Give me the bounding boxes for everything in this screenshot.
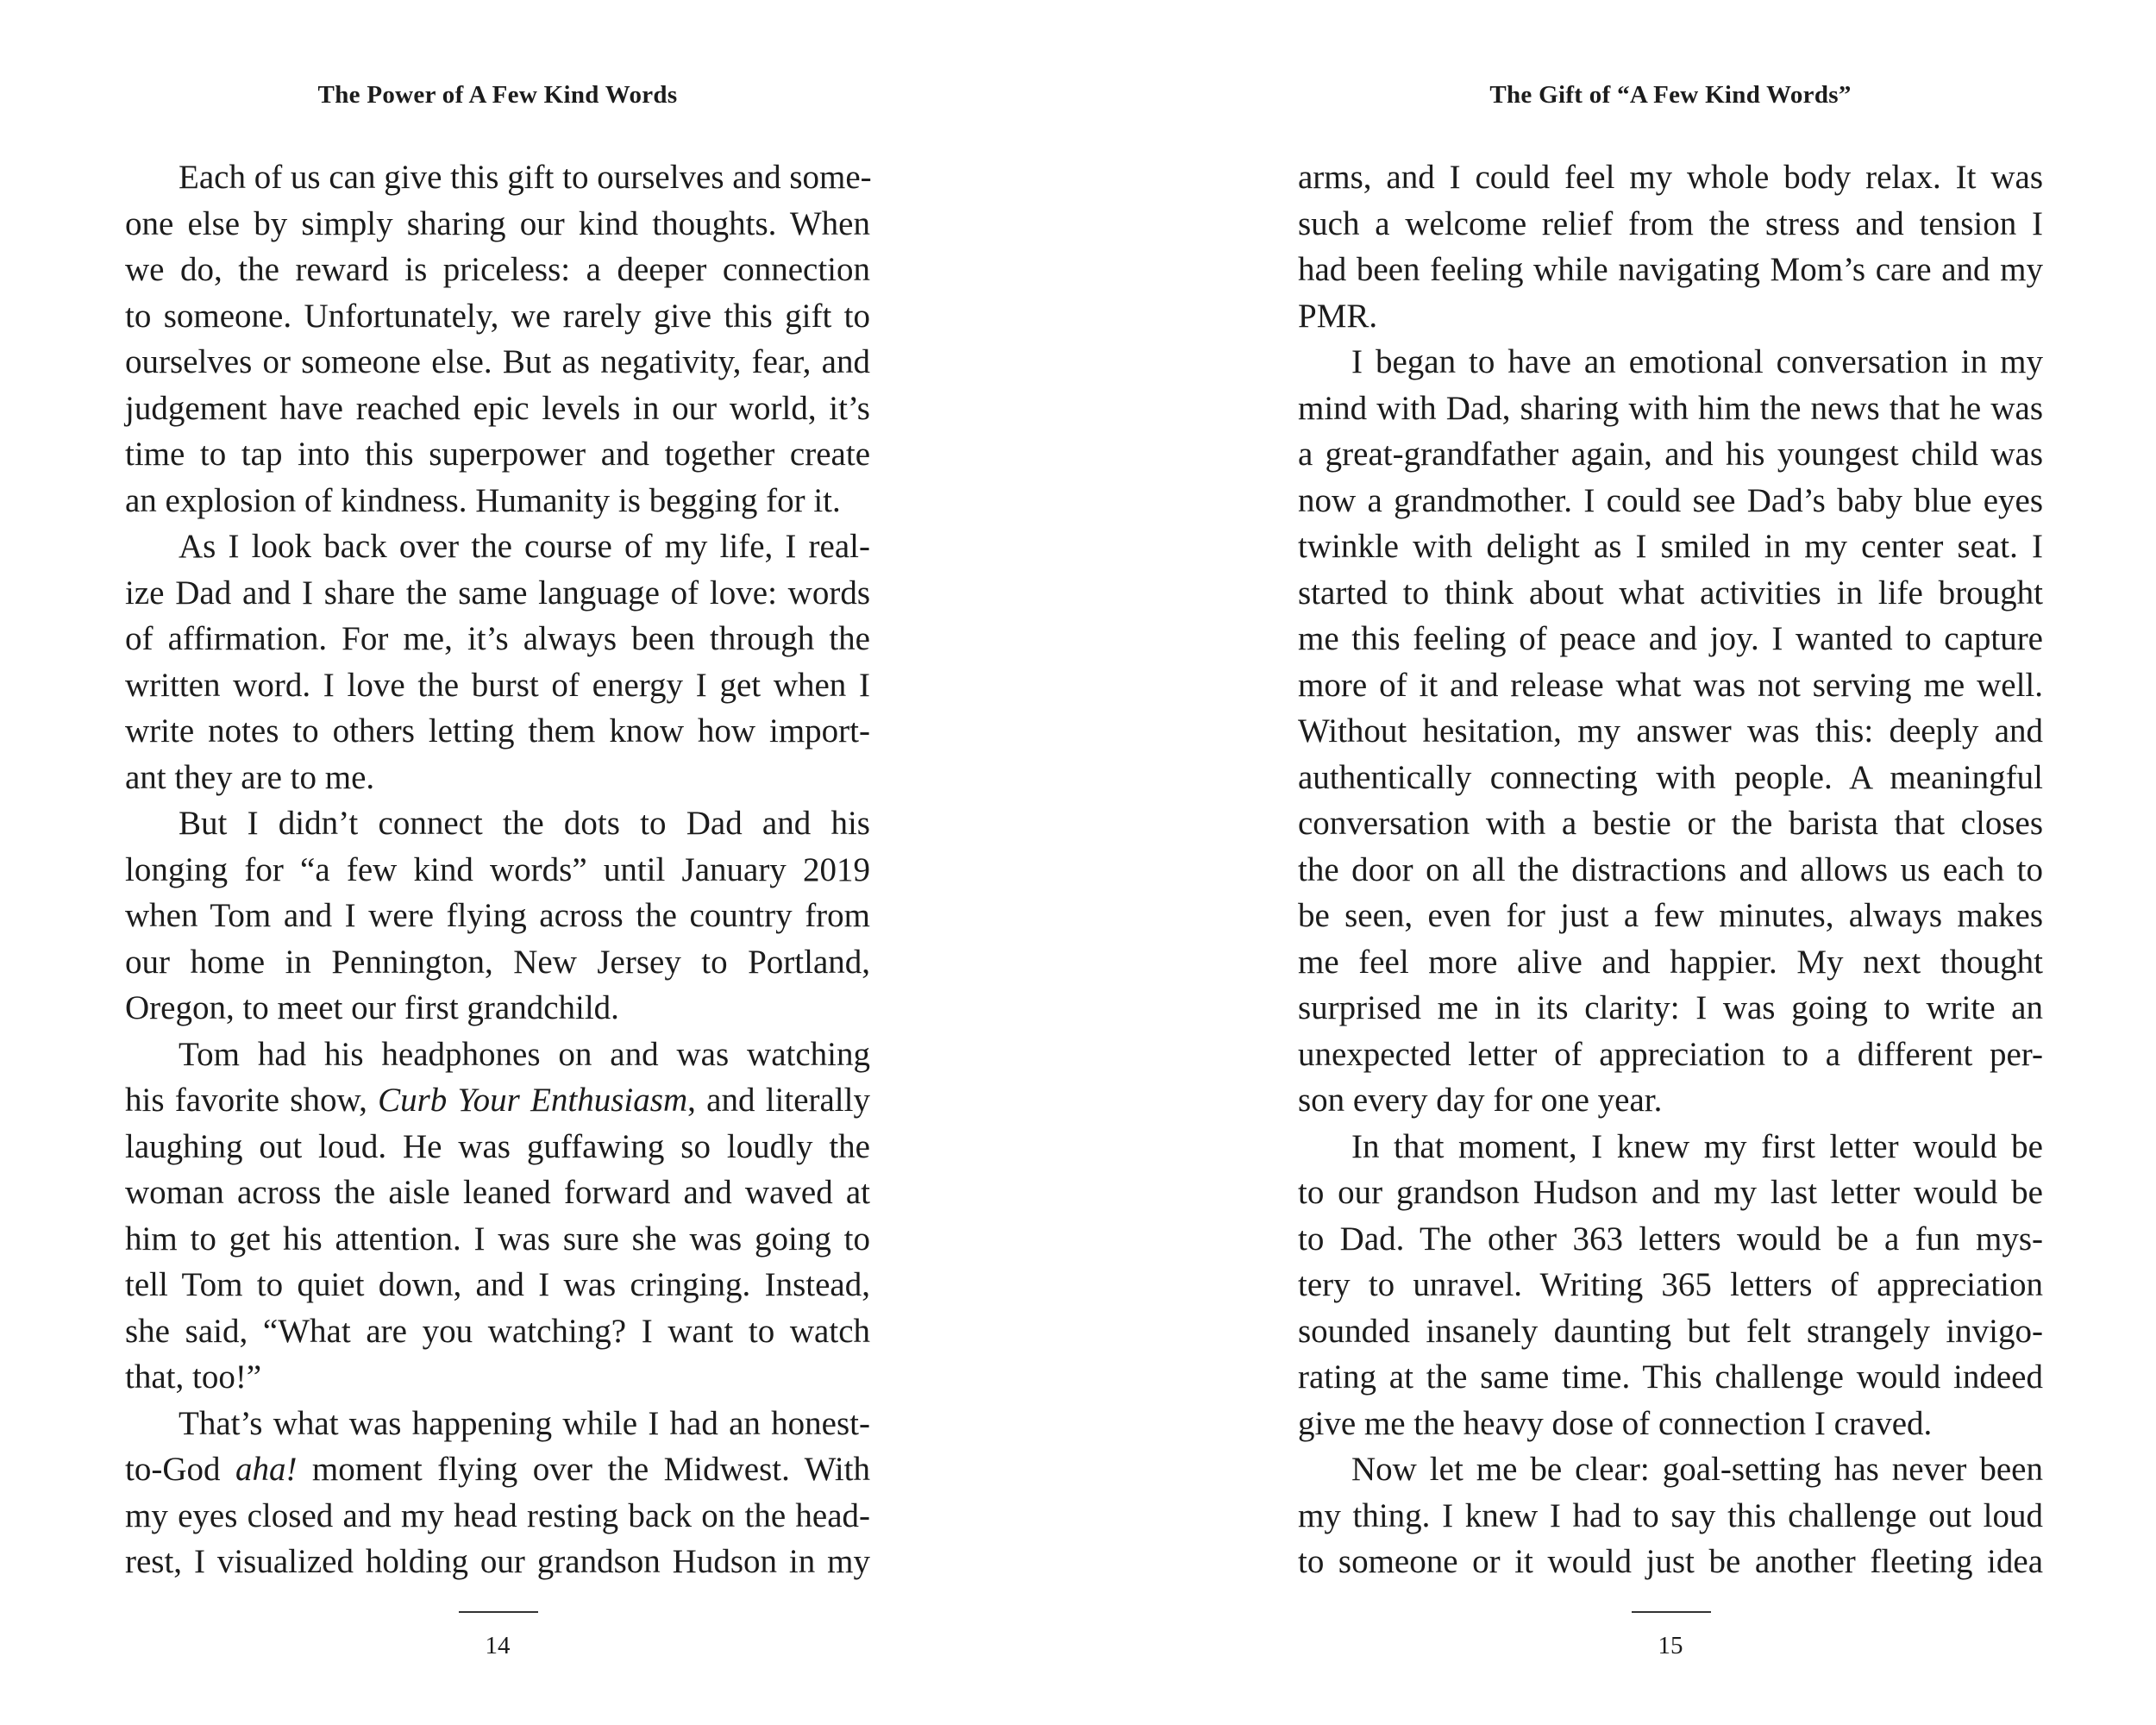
- text-line: conversation with a bestie or the barista that closes: [1298, 805, 2043, 842]
- running-head-left: The Power of A Few Kind Words: [317, 81, 678, 109]
- text-line: my eyes closed and my head resting back on the head-: [125, 1496, 870, 1534]
- text-line: As I look back over the course of my life, I real-: [179, 528, 870, 565]
- text-line: tery to unravel. Writing 365 letters of appreciation: [1298, 1266, 2043, 1303]
- text-line: time to tap into this superpower and together create: [125, 436, 870, 473]
- text-line: one else by simply sharing our kind thoughts. When: [125, 204, 870, 242]
- text-line: That’s what was happening while I had an honest-: [179, 1404, 870, 1442]
- text-line: more of it and release what was not serving me well.: [1298, 666, 2043, 704]
- text-line: Without hesitation, my answer was this: deeply and: [1298, 712, 2043, 750]
- text-line: ize Dad and I share the same language of love: words: [125, 574, 870, 612]
- text-line: But I didn’t connect the dots to Dad and his: [179, 805, 870, 842]
- text-line: now a grandmother. I could see Dad’s baby blue eyes: [1298, 481, 2043, 519]
- text-line: we do, the reward is priceless: a deeper connection: [125, 251, 870, 288]
- text-line: judgement have reached epic levels in our world, it’s: [125, 389, 870, 427]
- text-line: surprised me in its clarity: I was going to write an: [1298, 989, 2043, 1026]
- text-line: of affirmation. For me, it’s always been through the: [125, 620, 870, 657]
- text-line: Tom had his headphones on and was watching: [179, 1035, 870, 1073]
- text-line: a great-grandfather again, and his youngest child was: [1298, 436, 2043, 473]
- body-text-right: [1298, 154, 2043, 1585]
- text-line: arms, and I could feel my whole body relax. It was: [1298, 159, 2043, 196]
- text-line: Oregon, to meet our first grandchild.: [125, 989, 619, 1026]
- page-number-right: 15: [1658, 1632, 1683, 1659]
- text-line: PMR.: [1298, 297, 1378, 335]
- text-line: give me the heavy dose of connection I craved.: [1298, 1404, 1933, 1442]
- text-line: that, too!”: [125, 1358, 262, 1396]
- text-line: our home in Pennington, New Jersey to Portland,: [125, 943, 870, 981]
- text-line: be seen, even for just a few minutes, always makes: [1298, 897, 2043, 934]
- text-run: , and literally: [687, 1082, 870, 1119]
- text-line: Now let me be clear: goal-setting has never been: [1351, 1451, 2043, 1488]
- text-line: laughing out loud. He was guffawing so loudly the: [125, 1127, 870, 1165]
- text-line: to our grandson Hudson and my last letter would be: [1298, 1174, 2043, 1211]
- text-line: such a welcome relief from the stress and tension I: [1298, 204, 2043, 242]
- left-page: [125, 0, 870, 1725]
- text-run: his favorite show,: [125, 1082, 379, 1119]
- text-line: written word. I love the burst of energy I get when I: [125, 666, 870, 704]
- text-line: me feel more alive and happier. My next thought: [1298, 943, 2043, 981]
- text-line: my thing. I knew I had to say this challenge out loud: [1298, 1496, 2043, 1534]
- text-line: rating at the same time. This challenge would indeed: [1298, 1358, 2043, 1396]
- text-line: rest, I visualized holding our grandson Hudson in my: [125, 1543, 870, 1580]
- text-line: to someone or it would just be another fleeting idea: [1298, 1543, 2043, 1580]
- text-line: write notes to others letting them know how import-: [125, 712, 870, 750]
- text-line: him to get his attention. I was sure she was going to: [125, 1220, 870, 1258]
- text-line: Each of us can give this gift to ourselves and some-: [179, 159, 872, 196]
- text-line: son every day for one year.: [1298, 1082, 1663, 1119]
- text-line: to someone. Unfortunately, we rarely give this gift to: [125, 297, 870, 335]
- text-line: the door on all the distractions and allows us each to: [1298, 850, 2043, 888]
- right-page: [1298, 0, 2043, 1725]
- page-number-left: 14: [485, 1632, 511, 1659]
- footer-rule: [1632, 1611, 1711, 1613]
- text-run: to-God: [125, 1451, 235, 1488]
- text-line: me this feeling of peace and joy. I wanted to capture: [1298, 620, 2043, 657]
- text-line: woman across the aisle leaned forward and waved at: [125, 1174, 870, 1211]
- text-line: an explosion of kindness. Humanity is begging for it.: [125, 481, 841, 519]
- text-line: when Tom and I were flying across the country from: [125, 897, 870, 934]
- text-line: to Dad. The other 363 letters would be a fun mys-: [1298, 1220, 2043, 1258]
- footer-rule: [459, 1611, 538, 1613]
- text-line: unexpected letter of appreciation to a different per-: [1298, 1035, 2043, 1073]
- aha-italic: aha!: [235, 1451, 298, 1488]
- text-line: tell Tom to quiet down, and I was cringing. Instead,: [125, 1266, 870, 1303]
- body-text-left: [125, 154, 870, 1585]
- text-run: moment flying over the Midwest. With: [297, 1451, 870, 1488]
- running-head-right: The Gift of “A Few Kind Words”: [1489, 81, 1852, 109]
- text-line: authentically connecting with people. A meaningful: [1298, 758, 2043, 796]
- text-line: sounded insanely daunting but felt strangely invigo-: [1298, 1312, 2043, 1350]
- text-line: twinkle with delight as I smiled in my center seat. I: [1298, 528, 2043, 565]
- text-line: started to think about what activities in life brought: [1298, 574, 2043, 612]
- text-line: In that moment, I knew my first letter would be: [1351, 1127, 2043, 1165]
- text-line: had been feeling while navigating Mom’s care and my: [1298, 251, 2043, 288]
- show-title-italic: Curb Your Enthusiasm: [378, 1082, 688, 1119]
- text-line: ant they are to me.: [125, 758, 375, 796]
- text-line: [125, 1077, 870, 1124]
- text-line: ourselves or someone else. But as negativity, fear, and: [125, 343, 870, 380]
- text-line: [125, 1446, 870, 1493]
- text-line: I began to have an emotional conversation in my: [1351, 343, 2043, 380]
- text-line: longing for “a few kind words” until January 2019: [125, 850, 870, 888]
- text-line: mind with Dad, sharing with him the news that he was: [1298, 389, 2043, 427]
- text-line: she said, “What are you watching? I want to watch: [125, 1312, 870, 1350]
